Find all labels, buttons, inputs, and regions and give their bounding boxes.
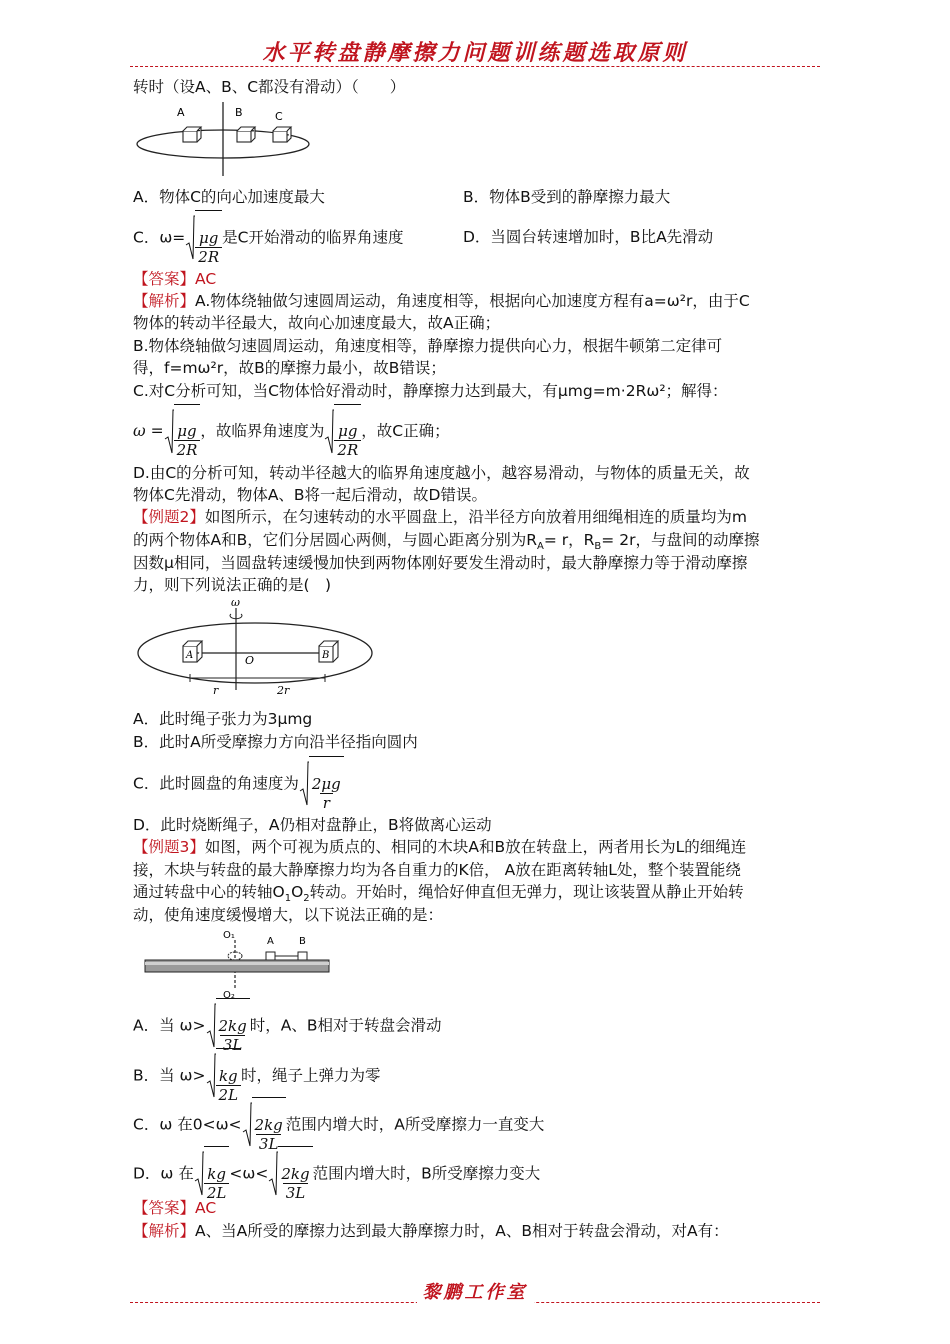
q1-answer xyxy=(133,268,216,290)
sqrt-formula xyxy=(206,998,250,1054)
stem-text: O xyxy=(291,883,304,901)
stem-text: = r，R xyxy=(543,531,595,549)
analysis-text: A、当A所受的摩擦力达到最大静摩擦力时，A、B相对于转盘会滑动，对A有： xyxy=(195,1222,729,1240)
radical-icon xyxy=(206,1053,216,1099)
example-tag: 【例题3】 xyxy=(133,838,205,856)
radical-icon xyxy=(164,409,174,455)
q3-option-d-prefix: D．ω 在 xyxy=(133,1164,194,1183)
q2-fig-label-a: A xyxy=(186,650,194,661)
radical-icon xyxy=(194,1151,204,1197)
fraction-numerator: 2kg xyxy=(254,1116,283,1134)
stem-text: 通过转盘中心的转轴O xyxy=(133,883,285,901)
sqrt-formula xyxy=(299,756,344,812)
fraction-denominator: 3L xyxy=(256,1134,282,1153)
q2-option-c xyxy=(133,756,344,812)
example-tag: 【例题2】 xyxy=(133,508,205,526)
q2-stem-line-4: 力，则下列说法正确的是( ) xyxy=(133,576,332,594)
stem-text: 转动。开始时，绳恰好伸直但无弹力，现让该装置从静止开始转 xyxy=(309,883,744,901)
answer-tag: 【答案】 xyxy=(133,270,196,288)
q2-stem-line-3: 因数μ相同，当圆盘转速缓慢加快到两物体刚好要发生滑动时，最大静摩擦力等于滑动摩擦 xyxy=(133,554,748,572)
q3-fig-label-a: A xyxy=(267,936,274,947)
q3-option-d-suffix: 范围内增大时，B所受摩擦力变大 xyxy=(312,1164,541,1183)
q3-option-a-suffix: 时，A、B相对于转盘会滑动 xyxy=(249,1016,442,1035)
q2-option-c-prefix: C．此时圆盘的角速度为 xyxy=(133,774,299,793)
q2-turntable-figure xyxy=(135,594,375,702)
omega-eq: ω = xyxy=(133,422,164,440)
q3-fig-label-o2: O₂ xyxy=(223,990,235,1001)
analysis-tag: 【解析】 xyxy=(133,1222,196,1240)
radical-icon xyxy=(242,1102,252,1148)
q2-option-a: A．此时绳子张力为3μmg xyxy=(133,710,313,728)
fraction-denominator: 2R xyxy=(334,440,361,459)
fraction-numerator: μg xyxy=(177,422,197,440)
fraction-numerator: μg xyxy=(199,229,219,247)
stem-text: 如图所示，在匀速转动的水平圆盘上，沿半径方向放着用细绳相连的质量均为m xyxy=(204,508,747,526)
sqrt-formula xyxy=(242,1097,286,1153)
q1-option-d: D．当圆台转速增加时，B比A先滑动 xyxy=(463,228,714,246)
subscript: A xyxy=(537,541,544,553)
fraction-denominator: 3L xyxy=(283,1183,309,1202)
fraction-numerator: kg xyxy=(218,1067,238,1085)
q2-fig-label-2r: 2r xyxy=(277,684,290,697)
q3-option-b xyxy=(133,1048,381,1104)
q3-stem-line-2: 接，木块与转盘的最大静摩擦力均为各自重力的K倍， A放在距离转轴L处，整个装置能绕 xyxy=(133,861,741,879)
q1-fig-label-a: A xyxy=(177,106,185,119)
q3-option-b-suffix: 时，绳子上弹力为零 xyxy=(241,1066,381,1085)
q3-answer xyxy=(133,1197,216,1219)
q3-turntable-figure xyxy=(143,926,333,1002)
q1-option-b: B．物体B受到的静摩擦力最大 xyxy=(463,188,671,206)
q3-option-d-middle: <ω< xyxy=(229,1164,269,1183)
q1-analysis-line-1 xyxy=(133,290,750,312)
q3-option-a-prefix: A．当 ω> xyxy=(133,1016,206,1035)
fraction-denominator: 2L xyxy=(204,1183,230,1202)
q3-stem-line-4: 动，使角速度缓慢增大，以下说法正确的是： xyxy=(133,906,444,924)
q2-option-b: B．此时A所受摩擦力方向沿半径指向圆内 xyxy=(133,733,418,751)
sqrt-formula xyxy=(194,1146,230,1202)
q3-option-a xyxy=(133,998,442,1054)
fraction-denominator: 2L xyxy=(216,1085,242,1104)
sqrt-formula xyxy=(185,210,222,266)
q3-option-c xyxy=(133,1097,544,1153)
q2-fig-label-b: B xyxy=(322,650,330,661)
analysis-text: ，故C正确； xyxy=(361,422,450,440)
stem-text: = 2r，与盘间的动摩擦 xyxy=(601,531,760,549)
q1-analysis-line-8: 物体C先滑动，物体A、B将一起后滑动，故D错误。 xyxy=(133,486,487,504)
sqrt-formula xyxy=(268,1146,312,1202)
q3-fig-label-b: B xyxy=(299,936,306,947)
radical-icon xyxy=(268,1151,278,1197)
sqrt-formula xyxy=(164,404,201,459)
q1-analysis-line-3: B.物体绕轴做匀速圆周运动，角速度相等，静摩擦力提供向心力，根据牛顿第二定律可 xyxy=(133,337,723,355)
fraction-numerator: 2kg xyxy=(281,1165,310,1183)
q3-option-b-prefix: B．当 ω> xyxy=(133,1066,206,1085)
q1-stem-end: 转时（设A、B、C都没有滑动）（ ） xyxy=(133,78,406,96)
q1-fig-label-b: B xyxy=(235,106,243,119)
q1-analysis-line-2: 物体的转动半径最大，故向心加速度最大，故A正确； xyxy=(133,314,501,332)
q2-fig-label-o: O xyxy=(245,654,255,667)
subscript: 2 xyxy=(303,893,310,905)
page-footer xyxy=(0,1278,950,1304)
q3-stem-line-1 xyxy=(133,836,746,858)
q2-fig-label-omega: ω xyxy=(231,596,240,609)
q3-fig-label-o1: O₁ xyxy=(223,930,235,941)
header-divider xyxy=(130,66,820,67)
page-header-title: 水平转盘静摩擦力问题训练题选取原则 xyxy=(262,40,688,66)
sqrt-formula xyxy=(206,1048,242,1104)
q1-option-c-suffix: 是C开始滑动的临界角速度 xyxy=(222,228,404,247)
q1-analysis-line-7: D.由C的分析可知，转动半径越大的临界角速度越小，越容易滑动，与物体的质量无关，故 xyxy=(133,464,750,482)
q2-option-d: D．此时烧断绳子，A仍相对盘静止，B将做离心运动 xyxy=(133,816,492,834)
fraction-numerator: 2kg xyxy=(218,1017,247,1035)
analysis-tag: 【解析】 xyxy=(133,292,196,310)
q1-turntable-figure xyxy=(133,100,313,178)
stem-text: 的两个物体A和B，它们分居圆心两侧，与圆心距离分别为R xyxy=(133,531,538,549)
fraction-denominator: 2R xyxy=(174,440,201,459)
q3-option-c-suffix: 范围内增大时，A所受摩擦力一直变大 xyxy=(285,1115,545,1134)
fraction-denominator: 3L xyxy=(220,1035,246,1054)
q1-option-c-prefix: C．ω= xyxy=(133,228,186,247)
q3-analysis-line-1 xyxy=(133,1220,729,1242)
fraction-denominator: r xyxy=(320,793,333,812)
fraction-denominator: 2R xyxy=(195,247,222,266)
radical-icon xyxy=(185,215,195,261)
q3-option-d xyxy=(133,1146,540,1202)
q2-stem-line-1 xyxy=(133,506,747,528)
subscript: B xyxy=(594,541,602,553)
radical-icon xyxy=(324,409,334,455)
analysis-text: A.物体绕轴做匀速圆周运动，角速度相等，根据向心加速度方程有a=ω²r，由于C xyxy=(195,292,750,310)
subscript: 1 xyxy=(284,893,292,905)
q1-option-c xyxy=(133,210,403,266)
analysis-text: ，故临界角速度为 xyxy=(200,422,325,440)
q1-fig-label-c: C xyxy=(275,110,283,123)
footer-title: 黎鹏工作室 xyxy=(417,1282,534,1303)
answer-value: AC xyxy=(195,1199,217,1217)
q3-option-c-prefix: C．ω 在0<ω< xyxy=(133,1115,242,1134)
fraction-numerator: kg xyxy=(207,1165,226,1183)
radical-icon xyxy=(206,1003,216,1049)
answer-value: AC xyxy=(195,270,217,288)
q1-analysis-line-6 xyxy=(133,404,450,459)
fraction-numerator: 2μg xyxy=(311,775,341,793)
q1-analysis-line-5: C.对C分析可知，当C物体恰好滑动时，静摩擦力达到最大，有μmg=m·2Rω²；解得： xyxy=(133,382,728,400)
q1-option-a: A．物体C的向心加速度最大 xyxy=(133,188,325,206)
fraction-numerator: μg xyxy=(338,422,358,440)
q2-fig-label-r: r xyxy=(213,684,219,697)
answer-tag: 【答案】 xyxy=(133,1199,196,1217)
sqrt-formula xyxy=(324,404,361,459)
radical-icon xyxy=(299,761,309,807)
q1-analysis-line-4: 得，f=mω²r，故B的摩擦力最小，故B错误； xyxy=(133,359,446,377)
stem-text: 如图，两个可视为质点的、相同的木块A和B放在转盘上，两者用长为L的细绳连 xyxy=(204,838,747,856)
